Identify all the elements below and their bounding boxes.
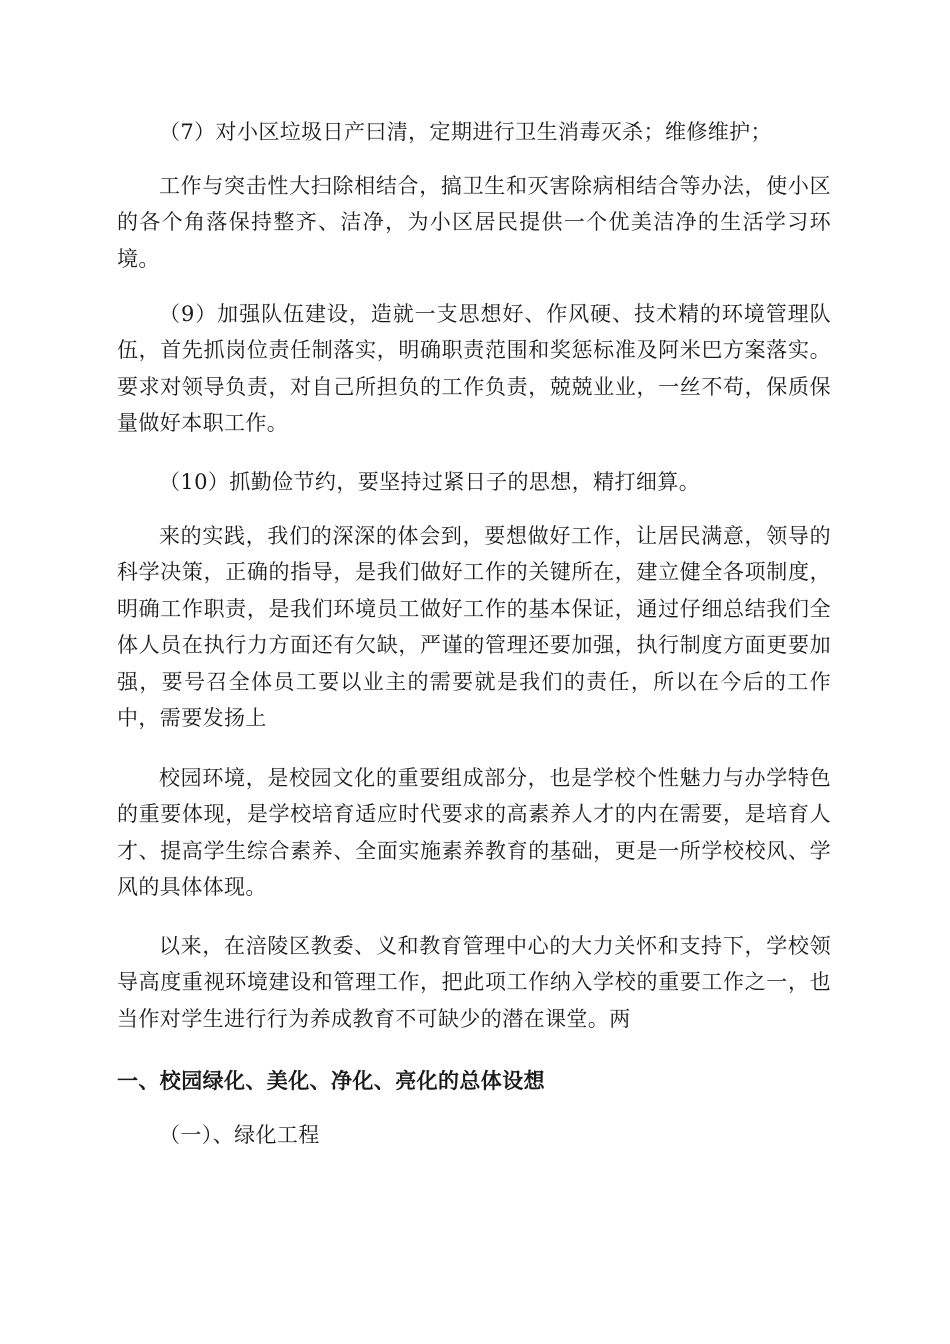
subsection-heading: （一）、绿化工程 — [159, 1123, 320, 1147]
section-heading: 一、校园绿化、美化、净化、亮化的总体设想 — [117, 1068, 545, 1093]
paragraph-item-9: （9）加强队伍建设，造就一支思想好、作风硬、技术精的环境管理队伍，首先抓岗位责任制落实，明确职责范围和奖惩标准及阿米巴方案落实。要求对领导负责，对自己所担负的工作负责，兢兢业业，一丝不苟，保质保量做好本职工作。 — [117, 302, 831, 436]
paragraph-campus-environment: 校园环境，是校园文化的重要组成部分，也是学校个性魅力与办学特色的重要体现，是学校培育适应时代要求的高素养人才的内在需要，是培育人才、提高学生综合素养、全面实施素养教育的基础，更是一所学校校风、学风的具体体现。 — [117, 766, 831, 900]
paragraph-cleaning-methods: 工作与突击性大扫除相结合，搞卫生和灭害除病相结合等办法，使小区的各个角落保持整齐、洁净，为小区居民提供一个优美洁净的生活学习环境。 — [117, 174, 831, 271]
paragraph-district-support: 以来，在涪陵区教委、义和教育管理中心的大力关怀和支持下，学校领导高度重视环境建设和管理工作，把此项工作纳入学校的重要工作之一，也当作对学生进行行为养成教育不可缺少的潜在课堂。两 — [117, 934, 831, 1031]
paragraph-item-7: （7）对小区垃圾日产曰清，定期进行卫生消毒灭杀；维修维护； — [159, 120, 772, 144]
paragraph-item-10: （10）抓勤俭节约，要坚持过紧日子的思想，精打细算。 — [159, 470, 701, 494]
paragraph-practice-summary: 来的实践，我们的深深的体会到，要想做好工作，让居民满意，领导的科学决策，正确的指导，是我们做好工作的关键所在，建立健全各项制度，明确工作职责，是我们环境员工做好工作的基本保证，通过仔细总结我们全体人员在执行力方面还有欠缺，严谨的管理还要加强，执行制度方面更要加强，要号召全体员工要以业主的需要就是我们的责任，所以在今后的工作中，需要发扬上 — [117, 524, 831, 731]
